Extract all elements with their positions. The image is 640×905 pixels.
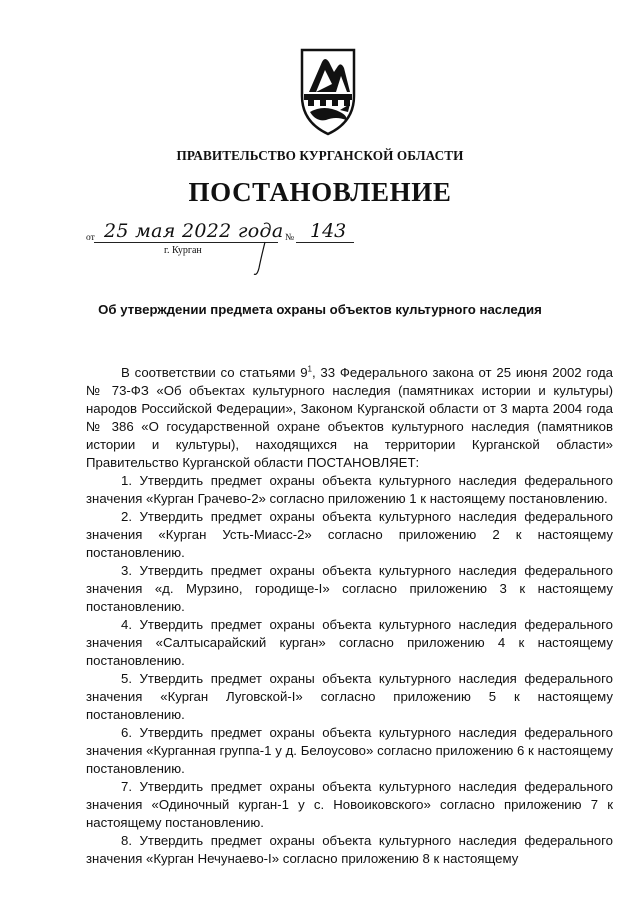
decree-item: 7. Утвердить предмет охраны объекта культурного наследия федерального значения «Одиночный курган-1 у с. Новоиковского» согласно приложению 7 к настоящему постановлению. (86, 779, 613, 830)
decree-item: 6. Утвердить предмет охраны объекта культурного наследия федерального значения «Курганная группа-1 у д. Белоусово» согласно приложению 6 к настоящему постановлению. (86, 725, 613, 776)
coat-of-arms-icon (296, 46, 360, 138)
number-underline (296, 242, 354, 243)
document-type: ПОСТАНОВЛЕНИЕ (188, 177, 452, 207)
decree-title: Об утверждении предмета охраны объектов культурного наследия (98, 302, 542, 317)
decree-item: 1. Утвердить предмет охраны объекта культурного наследия федерального значения «Курган Грачево-2» согласно приложению 1 к настоящему постановлению. (86, 473, 613, 506)
pen-stroke-icon (251, 240, 271, 278)
article-superscript: 1 (307, 364, 312, 374)
decree-item: 8. Утвердить предмет охраны объекта культурного наследия федерального значения «Курган Нечунаево-I» согласно приложению 8 к настоящему (86, 833, 613, 866)
decree-item: 5. Утвердить предмет охраны объекта культурного наследия федерального значения «Курган Луговской-I» согласно приложению 5 к настоящему постановлению. (86, 671, 613, 722)
decree-date: 25 мая 2022 года (104, 220, 284, 242)
number-label: № (285, 233, 295, 243)
date-prefix: от (86, 233, 95, 243)
preamble-text-end: , 33 Федерального закона от 25 июня 2002 года № 73-ФЗ «Об объектах культурного наследия (памятниках истории и культуры) народов Российской Федерации», Законом Курганской области от 3 марта 2004 года № 386 «О государственной охране объектов культурного наследия (памятников истории и культуры), находящихся на территории Курганской области» Правительство Курганской области ПОСТАНОВЛЯЕТ: (86, 365, 613, 470)
decree-item: 3. Утвердить предмет охраны объекта культурного наследия федерального значения «д. Мурзино, городище-I» согласно приложению 3 к настоящему постановлению. (86, 563, 613, 614)
city: г. Курган (164, 245, 202, 256)
decree-number: 143 (310, 220, 347, 242)
decree-meta (86, 218, 376, 278)
preamble-paragraph (86, 364, 613, 472)
decree-item: 4. Утвердить предмет охраны объекта культурного наследия федерального значения «Салтысарайский курган» согласно приложению 4 к настоящему постановлению. (86, 617, 613, 668)
decree-item: 2. Утвердить предмет охраны объекта культурного наследия федерального значения «Курган Усть-Миасс-2» согласно приложению 2 к настоящему постановлению. (86, 509, 613, 560)
preamble-text-start: В соответствии со статьями 9 (121, 365, 308, 380)
decree-body (86, 364, 613, 868)
government-name: ПРАВИТЕЛЬСТВО КУРГАНСКОЙ ОБЛАСТИ (176, 148, 464, 163)
